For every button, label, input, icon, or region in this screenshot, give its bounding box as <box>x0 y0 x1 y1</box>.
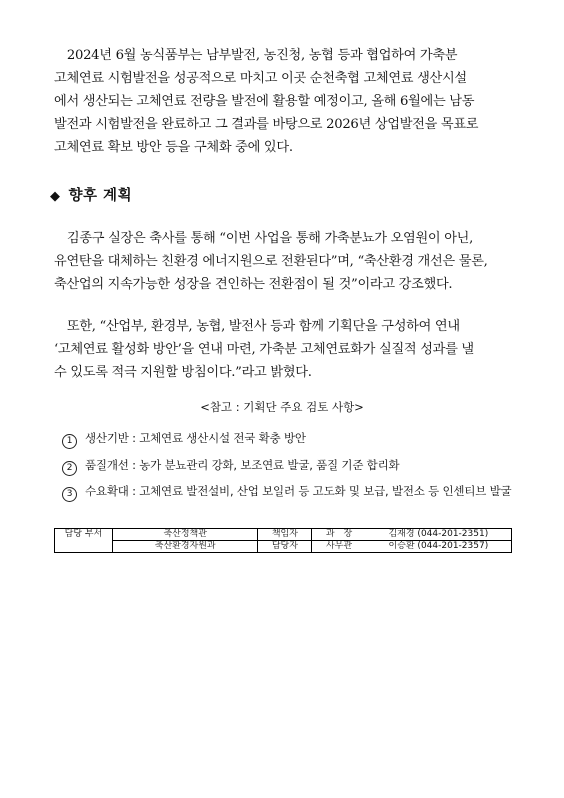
reference-title: <참고 : 기획단 주요 검토 사항> <box>200 400 364 414</box>
paragraph-line: 고체연료 시험발전을 성공적으로 마치고 이곳 순천축협 고체연료 생산시설 <box>54 71 467 86</box>
contact-row <box>55 541 512 553</box>
circled-number-icon: 3 <box>62 487 77 502</box>
paragraph-line: 또한, “산업부, 환경부, 농협, 발전사 등과 함께 기획단을 구성하여 연내 <box>54 319 460 334</box>
division-cell: 축산환경자원과 <box>112 541 258 553</box>
reference-item <box>62 483 511 502</box>
paragraph-director-remarks <box>54 227 512 296</box>
role-cell: 책임자 <box>258 529 312 541</box>
contact-row <box>55 529 512 541</box>
dept-label-cell-empty <box>55 541 113 553</box>
paragraph-line: 2024년 6월 농식품부는 남부발전, 농진청, 농협 등과 협업하여 가축분 <box>54 48 458 63</box>
reference-item <box>62 457 399 476</box>
paragraph-line: 수 있도록 적극 지원할 방침이다.”라고 밝혔다. <box>54 365 312 380</box>
paragraph-line: 유연탄을 대체하는 친환경 에너지원으로 전환된다”며, “축산환경 개선은 물론, <box>54 254 488 269</box>
contact-table <box>54 528 512 553</box>
diamond-bullet-icon: ◆ <box>50 189 61 204</box>
reference-item <box>62 430 306 449</box>
section-heading-future-plans <box>50 184 132 205</box>
paragraph-line: 발전과 시험발전을 완료하고 그 결과를 바탕으로 2026년 상업발전을 목표로 <box>54 117 479 132</box>
title-cell: 과 장 <box>312 529 366 541</box>
circled-number-icon: 2 <box>62 461 77 476</box>
reference-item-text: 품질개선 : 농가 분뇨관리 강화, 보조연료 발굴, 품질 기준 합리화 <box>85 458 400 472</box>
person-cell: 이승환 (044-201-2357) <box>366 541 512 553</box>
paragraph-line: 고체연료 확보 방안 등을 구체화 중에 있다. <box>54 140 293 155</box>
person-cell: 김재경 (044-201-2351) <box>366 529 512 541</box>
division-cell: 축산정책관 <box>112 529 258 541</box>
role-cell: 담당자 <box>258 541 312 553</box>
section-heading-text: 향후 계획 <box>68 188 133 204</box>
paragraph-planning-group <box>54 315 512 384</box>
dept-label-cell: 담당 부서 <box>55 529 113 541</box>
paragraph-pilot-results <box>54 44 512 159</box>
paragraph-line: 에서 생산되는 고체연료 전량을 발전에 활용할 예정이고, 올해 6월에는 남동 <box>54 94 475 109</box>
paragraph-line: 김종구 실장은 축사를 통해 “이번 사업을 통해 가축분뇨가 오염원이 아닌, <box>54 231 473 246</box>
title-cell: 사무관 <box>312 541 366 553</box>
circled-number-icon: 1 <box>62 434 77 449</box>
reference-item-text: 생산기반 : 고체연료 생산시설 전국 확충 방안 <box>85 431 306 445</box>
paragraph-line: 축산업의 지속가능한 성장을 견인하는 전환점이 될 것”이라고 강조했다. <box>54 277 453 292</box>
reference-item-text: 수요확대 : 고체연료 발전설비, 산업 보일러 등 고도화 및 보급, 발전소 등 인센티브 발굴 <box>85 484 512 498</box>
paragraph-line: ‘고체연료 활성화 방안’을 연내 마련, 가축분 고체연료화가 실질적 성과를 낼 <box>54 342 474 357</box>
